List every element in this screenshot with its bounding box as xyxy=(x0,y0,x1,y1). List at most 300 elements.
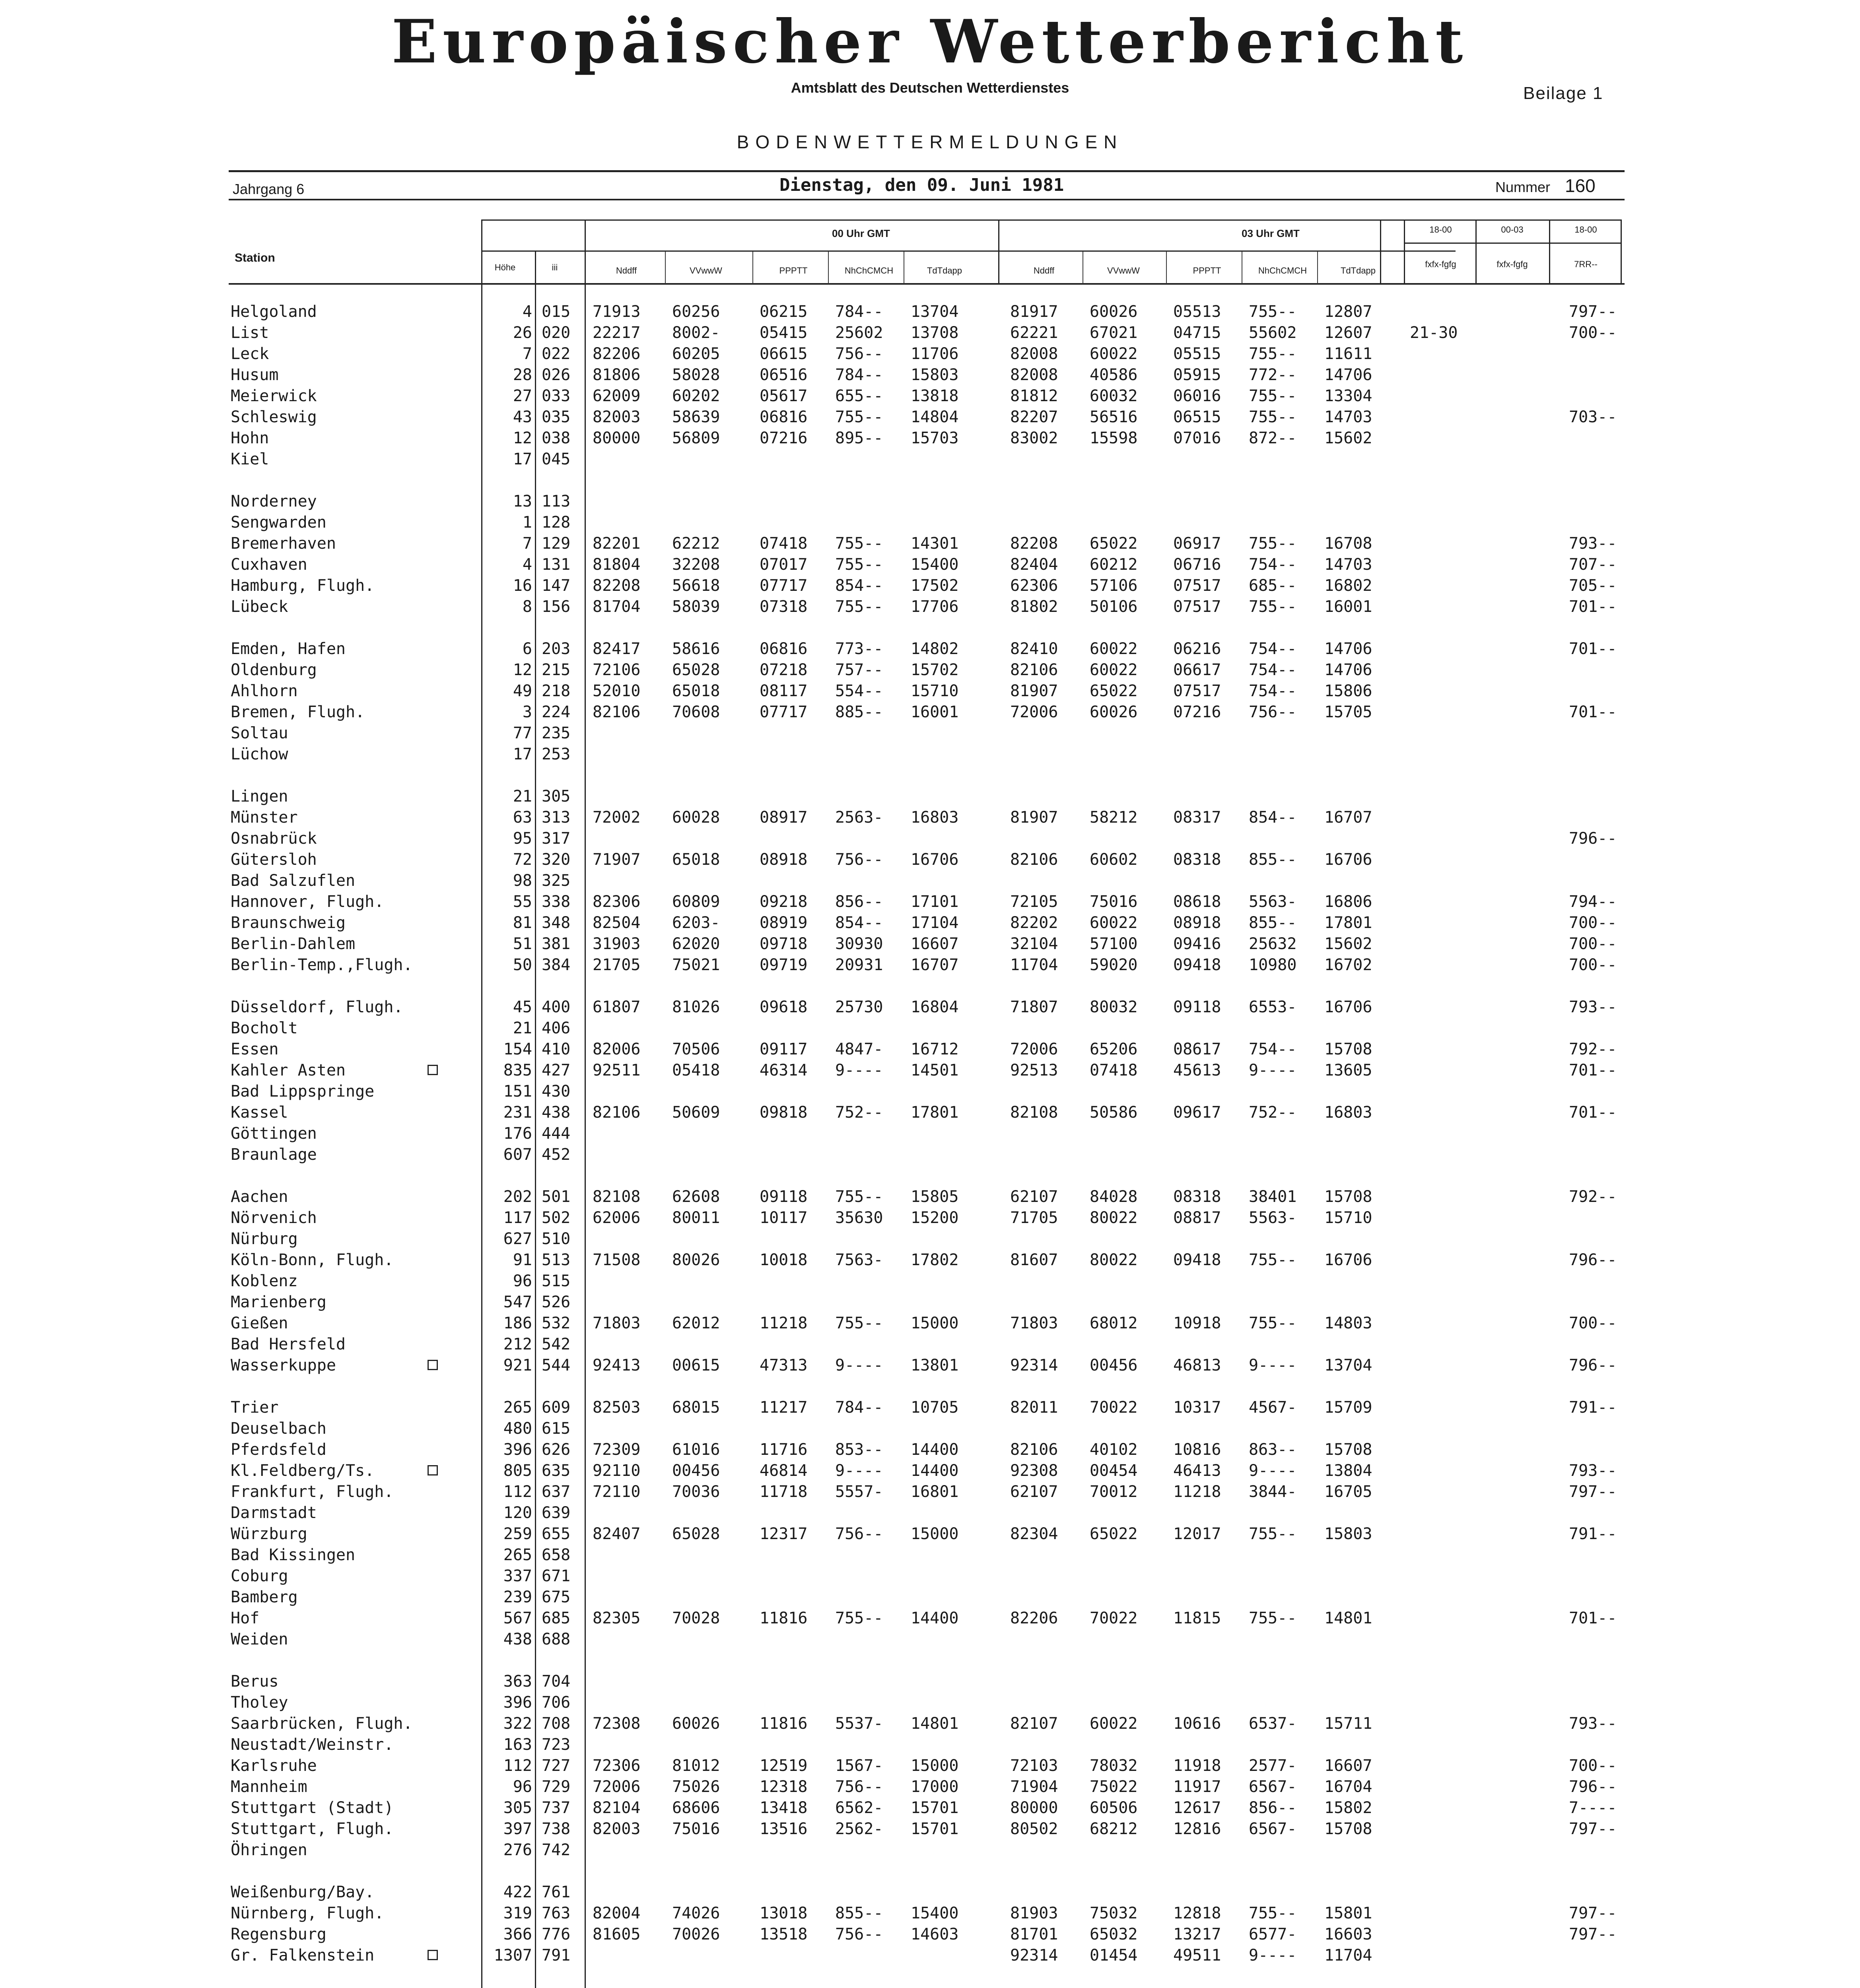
station-height: 4 xyxy=(522,555,532,574)
station-height: 7 xyxy=(522,345,532,363)
station-index: 501 xyxy=(542,1188,571,1206)
sub-header-03: NhChCMCH xyxy=(1258,266,1307,276)
extra-header-bottom: fxfx-fgfg xyxy=(1497,259,1528,269)
obs-00-value: 82504 xyxy=(593,914,641,932)
obs-00-value: 46314 xyxy=(760,1061,808,1079)
nummer-label: Nummer xyxy=(1495,179,1551,195)
station-name: Emden, Hafen xyxy=(231,640,346,658)
sub-header-03: PPPTT xyxy=(1193,266,1221,276)
obs-00-value: 13708 xyxy=(911,324,959,342)
obs-03-value: 80022 xyxy=(1090,1251,1138,1269)
obs-03-value: 82208 xyxy=(1010,534,1058,553)
obs-03-value: 6567- xyxy=(1249,1820,1297,1838)
obs-03-value: 92314 xyxy=(1010,1946,1058,1965)
sub-header-00: NhChCMCH xyxy=(844,266,894,276)
station-index: 224 xyxy=(542,703,571,721)
station-name: Stuttgart, Flugh. xyxy=(231,1820,394,1838)
obs-00-value: 22217 xyxy=(593,324,641,342)
obs-03-value: 60212 xyxy=(1090,555,1138,574)
station-height: 21 xyxy=(513,787,532,806)
obs-03-value: 40586 xyxy=(1090,366,1138,384)
obs-03-value: 11917 xyxy=(1173,1778,1221,1796)
obs-03-value: 10918 xyxy=(1173,1314,1221,1332)
obs-00-value: 07717 xyxy=(760,577,808,595)
obs-00-value: 71508 xyxy=(593,1251,641,1269)
station-index: 305 xyxy=(542,787,571,806)
sep-iii xyxy=(585,219,586,1988)
station-index: 203 xyxy=(542,640,571,658)
precip-group: 700-- xyxy=(1569,324,1617,342)
obs-03-value: 09418 xyxy=(1173,1251,1221,1269)
extra-header-top: 18-00 xyxy=(1429,225,1452,235)
obs-03-value: 08318 xyxy=(1173,850,1221,869)
station-index: 215 xyxy=(542,661,571,679)
obs-03-value: 50106 xyxy=(1090,598,1138,616)
station-name: Köln-Bonn, Flugh. xyxy=(231,1251,394,1269)
obs-00-value: 756-- xyxy=(835,1525,883,1543)
obs-00-value: 856-- xyxy=(835,893,883,911)
obs-00-value: 853-- xyxy=(835,1441,883,1459)
precip-group: 796-- xyxy=(1569,1251,1617,1269)
station-height: 259 xyxy=(503,1525,532,1543)
obs-00-value: 60205 xyxy=(672,345,720,363)
obs-00-value: 14804 xyxy=(911,408,959,426)
obs-00-value: 62012 xyxy=(672,1314,720,1332)
obs-00-value: 92511 xyxy=(593,1061,641,1079)
station-index: 235 xyxy=(542,724,571,742)
obs-03-value: 6553- xyxy=(1249,998,1297,1016)
obs-03-value: 9---- xyxy=(1249,1462,1297,1480)
precip-group: 701-- xyxy=(1569,1061,1617,1079)
precip-group: 700-- xyxy=(1569,956,1617,974)
obs-00-value: 13801 xyxy=(911,1356,959,1375)
mountain-station-icon xyxy=(428,1360,438,1370)
obs-03-value: 75022 xyxy=(1090,1778,1138,1796)
obs-00-value: 554-- xyxy=(835,682,883,700)
obs-03-value: 15803 xyxy=(1324,1525,1372,1543)
obs-00-value: 15400 xyxy=(911,1904,959,1922)
obs-03-value: 754-- xyxy=(1249,555,1297,574)
station-index: 706 xyxy=(542,1693,571,1712)
station-index: 675 xyxy=(542,1588,571,1606)
obs-00-value: 755-- xyxy=(835,555,883,574)
obs-03-value: 07517 xyxy=(1173,577,1221,595)
obs-03-value: 16001 xyxy=(1324,598,1372,616)
obs-00-value: 68606 xyxy=(672,1799,720,1817)
obs-00-value: 11706 xyxy=(911,345,959,363)
station-height: 154 xyxy=(503,1040,532,1058)
obs-00-value: 80011 xyxy=(672,1209,720,1227)
obs-03-value: 80000 xyxy=(1010,1799,1058,1817)
extra-mid-line xyxy=(1404,243,1621,244)
precip-group: 791-- xyxy=(1569,1525,1617,1543)
station-name: Saarbrücken, Flugh. xyxy=(231,1714,413,1733)
obs-00-value: 81605 xyxy=(593,1925,641,1943)
station-index: 015 xyxy=(542,303,571,321)
obs-03-value: 755-- xyxy=(1249,534,1297,553)
station-index: 544 xyxy=(542,1356,571,1375)
station-index: 320 xyxy=(542,850,571,869)
obs-00-value: 32208 xyxy=(672,555,720,574)
obs-03-value: 09418 xyxy=(1173,956,1221,974)
obs-00-value: 14400 xyxy=(911,1462,959,1480)
station-name: Norderney xyxy=(231,492,317,511)
obs-03-value: 09617 xyxy=(1173,1103,1221,1122)
obs-00-value: 07218 xyxy=(760,661,808,679)
obs-03-value: 11611 xyxy=(1324,345,1372,363)
obs-00-value: 00615 xyxy=(672,1356,720,1375)
obs-03-value: 82008 xyxy=(1010,366,1058,384)
station-index: 045 xyxy=(542,450,571,468)
obs-03-value: 15802 xyxy=(1324,1799,1372,1817)
group-00-header: 00 Uhr GMT xyxy=(832,227,890,239)
station-name: Hohn xyxy=(231,429,269,447)
obs-03-value: 9---- xyxy=(1249,1356,1297,1375)
obs-03-value: 15711 xyxy=(1324,1714,1372,1733)
obs-00-value: 65018 xyxy=(672,682,720,700)
obs-00-value: 58616 xyxy=(672,640,720,658)
obs-03-value: 06917 xyxy=(1173,534,1221,553)
obs-03-value: 4567- xyxy=(1249,1398,1297,1417)
obs-03-value: 10317 xyxy=(1173,1398,1221,1417)
station-height: 1307 xyxy=(494,1946,532,1965)
obs-03-value: 09118 xyxy=(1173,998,1221,1016)
obs-03-value: 65022 xyxy=(1090,534,1138,553)
obs-03-value: 685-- xyxy=(1249,577,1297,595)
obs-00-value: 13704 xyxy=(911,303,959,321)
obs-03-value: 25632 xyxy=(1249,935,1297,953)
obs-00-value: 75026 xyxy=(672,1778,720,1796)
obs-03-value: 16806 xyxy=(1324,893,1372,911)
obs-00-value: 655-- xyxy=(835,387,883,405)
sep-groups xyxy=(998,219,999,284)
obs-00-value: 58639 xyxy=(672,408,720,426)
extra-header-bottom: fxfx-fgfg xyxy=(1425,259,1456,269)
obs-00-value: 82417 xyxy=(593,640,641,658)
obs-03-value: 16603 xyxy=(1324,1925,1372,1943)
obs-03-value: 60602 xyxy=(1090,850,1138,869)
obs-00-value: 11816 xyxy=(760,1609,808,1627)
station-height: 21 xyxy=(513,1019,532,1037)
obs-00-value: 14301 xyxy=(911,534,959,553)
header-rule-top xyxy=(229,170,1625,172)
station-height: 4 xyxy=(522,303,532,321)
station-name: Cuxhaven xyxy=(231,555,307,574)
station-height: 96 xyxy=(513,1778,532,1796)
issue-number: 160 xyxy=(1565,175,1596,196)
sub-header-00: VVwwW xyxy=(690,266,722,276)
obs-00-value: 80000 xyxy=(593,429,641,447)
obs-00-value: 72308 xyxy=(593,1714,641,1733)
obs-03-value: 46413 xyxy=(1173,1462,1221,1480)
obs-03-value: 754-- xyxy=(1249,661,1297,679)
gust-18-00: 21-30 xyxy=(1410,324,1458,342)
sub-column-divider xyxy=(752,251,753,284)
station-name: Coburg xyxy=(231,1567,288,1585)
obs-00-value: 82306 xyxy=(593,893,641,911)
obs-03-value: 11918 xyxy=(1173,1757,1221,1775)
station-name: Karlsruhe xyxy=(231,1757,317,1775)
obs-00-value: 16712 xyxy=(911,1040,959,1058)
obs-03-value: 16802 xyxy=(1324,577,1372,595)
obs-00-value: 72110 xyxy=(593,1483,641,1501)
station-index: 020 xyxy=(542,324,571,342)
obs-00-value: 755-- xyxy=(835,1609,883,1627)
station-height: 7 xyxy=(522,534,532,553)
station-height: 239 xyxy=(503,1588,532,1606)
obs-00-value: 72002 xyxy=(593,808,641,827)
obs-00-value: 895-- xyxy=(835,429,883,447)
obs-00-value: 09719 xyxy=(760,956,808,974)
obs-03-value: 80502 xyxy=(1010,1820,1058,1838)
obs-00-value: 11218 xyxy=(760,1314,808,1332)
obs-03-value: 81907 xyxy=(1010,682,1058,700)
obs-00-value: 60028 xyxy=(672,808,720,827)
obs-00-value: 14400 xyxy=(911,1441,959,1459)
station-height: 567 xyxy=(503,1609,532,1627)
station-height: 28 xyxy=(513,366,532,384)
obs-00-value: 13516 xyxy=(760,1820,808,1838)
station-name: Trier xyxy=(231,1398,279,1417)
obs-00-value: 70608 xyxy=(672,703,720,721)
obs-00-value: 755-- xyxy=(835,408,883,426)
station-index: 338 xyxy=(542,893,571,911)
station-height: 835 xyxy=(503,1061,532,1079)
obs-03-value: 82202 xyxy=(1010,914,1058,932)
station-height: 16 xyxy=(513,577,532,595)
sub-column-divider xyxy=(1166,251,1167,284)
station-height: 396 xyxy=(503,1441,532,1459)
obs-03-value: 16706 xyxy=(1324,1251,1372,1269)
station-index: 671 xyxy=(542,1567,571,1585)
station-index: 400 xyxy=(542,998,571,1016)
obs-03-value: 62221 xyxy=(1010,324,1058,342)
station-height: 13 xyxy=(513,492,532,511)
group-03-header: 03 Uhr GMT xyxy=(1242,227,1300,239)
obs-00-value: 15000 xyxy=(911,1757,959,1775)
station-height: 212 xyxy=(503,1335,532,1353)
obs-00-value: 784-- xyxy=(835,303,883,321)
obs-00-value: 82208 xyxy=(593,577,641,595)
station-height: 12 xyxy=(513,661,532,679)
precip-group: 797-- xyxy=(1569,1483,1617,1501)
obs-03-value: 60022 xyxy=(1090,661,1138,679)
obs-00-value: 13518 xyxy=(760,1925,808,1943)
station-name: Braunschweig xyxy=(231,914,346,932)
sep-extra4 xyxy=(1621,219,1622,284)
obs-00-value: 12317 xyxy=(760,1525,808,1543)
station-index: 655 xyxy=(542,1525,571,1543)
station-name: Kl.Feldberg/Ts. xyxy=(231,1462,375,1480)
sub-header-03: TdTdapp xyxy=(1340,266,1376,276)
station-height: 265 xyxy=(503,1546,532,1564)
obs-03-value: 82106 xyxy=(1010,1441,1058,1459)
sub-column-divider xyxy=(1317,251,1318,284)
obs-03-value: 755-- xyxy=(1249,1904,1297,1922)
obs-03-value: 08318 xyxy=(1173,1188,1221,1206)
station-index: 542 xyxy=(542,1335,571,1353)
obs-03-value: 755-- xyxy=(1249,345,1297,363)
obs-03-value: 38401 xyxy=(1249,1188,1297,1206)
obs-03-value: 72006 xyxy=(1010,703,1058,721)
precip-group: 793-- xyxy=(1569,1462,1617,1480)
obs-03-value: 82206 xyxy=(1010,1609,1058,1627)
station-height: 49 xyxy=(513,682,532,700)
obs-00-value: 784-- xyxy=(835,366,883,384)
obs-03-value: 12807 xyxy=(1324,303,1372,321)
obs-00-value: 15200 xyxy=(911,1209,959,1227)
obs-00-value: 20931 xyxy=(835,956,883,974)
station-height: 547 xyxy=(503,1293,532,1311)
precip-group: 7---- xyxy=(1569,1799,1617,1817)
station-name: Kahler Asten xyxy=(231,1061,346,1079)
obs-00-value: 15703 xyxy=(911,429,959,447)
station-height: 120 xyxy=(503,1504,532,1522)
obs-00-value: 80026 xyxy=(672,1251,720,1269)
obs-03-value: 13605 xyxy=(1324,1061,1372,1079)
station-name: Darmstadt xyxy=(231,1504,317,1522)
station-name: Öhringen xyxy=(231,1841,307,1859)
obs-03-value: 13304 xyxy=(1324,387,1372,405)
obs-00-value: 14603 xyxy=(911,1925,959,1943)
obs-00-value: 71913 xyxy=(593,303,641,321)
obs-03-value: 81907 xyxy=(1010,808,1058,827)
obs-00-value: 16801 xyxy=(911,1483,959,1501)
obs-03-value: 12617 xyxy=(1173,1799,1221,1817)
mountain-station-icon xyxy=(428,1950,438,1960)
obs-00-value: 08919 xyxy=(760,914,808,932)
obs-00-value: 16706 xyxy=(911,850,959,869)
obs-03-value: 04715 xyxy=(1173,324,1221,342)
obs-03-value: 32104 xyxy=(1010,935,1058,953)
obs-03-value: 58212 xyxy=(1090,808,1138,827)
obs-00-value: 05418 xyxy=(672,1061,720,1079)
obs-03-value: 16704 xyxy=(1324,1778,1372,1796)
station-name: Nürnberg, Flugh. xyxy=(231,1904,384,1922)
obs-03-value: 17801 xyxy=(1324,914,1372,932)
iii-header: iii xyxy=(552,262,558,272)
obs-00-value: 16607 xyxy=(911,935,959,953)
obs-03-value: 14803 xyxy=(1324,1314,1372,1332)
station-index: 708 xyxy=(542,1714,571,1733)
obs-00-value: 10705 xyxy=(911,1398,959,1417)
obs-00-value: 855-- xyxy=(835,1904,883,1922)
station-height: 186 xyxy=(503,1314,532,1332)
precip-group: 793-- xyxy=(1569,1714,1617,1733)
station-height: 276 xyxy=(503,1841,532,1859)
obs-00-value: 12519 xyxy=(760,1757,808,1775)
station-index: 026 xyxy=(542,366,571,384)
obs-00-value: 10117 xyxy=(760,1209,808,1227)
obs-00-value: 757-- xyxy=(835,661,883,679)
sub-header-00: PPPTT xyxy=(779,266,808,276)
obs-03-value: 65022 xyxy=(1090,682,1138,700)
station-index: 022 xyxy=(542,345,571,363)
obs-03-value: 754-- xyxy=(1249,1040,1297,1058)
sub-header-03: Nddff xyxy=(1033,266,1055,276)
station-index: 637 xyxy=(542,1483,571,1501)
obs-00-value: 09118 xyxy=(760,1188,808,1206)
obs-03-value: 754-- xyxy=(1249,640,1297,658)
obs-03-value: 00456 xyxy=(1090,1356,1138,1375)
mountain-station-icon xyxy=(428,1065,438,1075)
station-name: Deuselbach xyxy=(231,1419,327,1438)
obs-00-value: 09618 xyxy=(760,998,808,1016)
obs-00-value: 81806 xyxy=(593,366,641,384)
obs-00-value: 15000 xyxy=(911,1525,959,1543)
station-height: 322 xyxy=(503,1714,532,1733)
obs-00-value: 46814 xyxy=(760,1462,808,1480)
station-index: 737 xyxy=(542,1799,571,1817)
station-index: 348 xyxy=(542,914,571,932)
obs-03-value: 09416 xyxy=(1173,935,1221,953)
station-index: 704 xyxy=(542,1672,571,1691)
obs-03-value: 81607 xyxy=(1010,1251,1058,1269)
obs-00-value: 82407 xyxy=(593,1525,641,1543)
obs-03-value: 14706 xyxy=(1324,640,1372,658)
obs-03-value: 16706 xyxy=(1324,998,1372,1016)
station-height: 26 xyxy=(513,324,532,342)
station-name: Osnabrück xyxy=(231,829,317,848)
obs-03-value: 06016 xyxy=(1173,387,1221,405)
station-name: Regensburg xyxy=(231,1925,327,1943)
obs-00-value: 2562- xyxy=(835,1820,883,1838)
obs-03-value: 6577- xyxy=(1249,1925,1297,1943)
station-index: 033 xyxy=(542,387,571,405)
obs-00-value: 854-- xyxy=(835,577,883,595)
station-index: 317 xyxy=(542,829,571,848)
obs-00-value: 15000 xyxy=(911,1314,959,1332)
station-name: Leck xyxy=(231,345,269,363)
obs-03-value: 82106 xyxy=(1010,850,1058,869)
station-height: 12 xyxy=(513,429,532,447)
obs-03-value: 78032 xyxy=(1090,1757,1138,1775)
page-title: Europäischer Wetterbericht xyxy=(391,7,1469,77)
station-index: 147 xyxy=(542,577,571,595)
station-height: 50 xyxy=(513,956,532,974)
obs-00-value: 62608 xyxy=(672,1188,720,1206)
obs-00-value: 06816 xyxy=(760,408,808,426)
group-line xyxy=(481,250,1456,252)
obs-00-value: 5537- xyxy=(835,1714,883,1733)
obs-03-value: 755-- xyxy=(1249,387,1297,405)
station-index: 791 xyxy=(542,1946,571,1965)
station-index: 452 xyxy=(542,1145,571,1164)
station-height: 17 xyxy=(513,450,532,468)
obs-00-value: 81804 xyxy=(593,555,641,574)
obs-00-value: 15701 xyxy=(911,1820,959,1838)
obs-00-value: 14501 xyxy=(911,1061,959,1079)
precip-group: 792-- xyxy=(1569,1188,1617,1206)
precip-group: 700-- xyxy=(1569,1757,1617,1775)
obs-03-value: 06617 xyxy=(1173,661,1221,679)
obs-03-value: 872-- xyxy=(1249,429,1297,447)
station-index: 218 xyxy=(542,682,571,700)
obs-03-value: 08317 xyxy=(1173,808,1221,827)
station-name: Gr. Falkenstein xyxy=(231,1946,375,1965)
obs-03-value: 15708 xyxy=(1324,1820,1372,1838)
obs-00-value: 15803 xyxy=(911,366,959,384)
extra-header-bottom: 7RR-- xyxy=(1574,259,1598,269)
obs-03-value: 50586 xyxy=(1090,1103,1138,1122)
obs-00-value: 9---- xyxy=(835,1462,883,1480)
sub-header-03: VVwwW xyxy=(1107,266,1140,276)
station-index: 742 xyxy=(542,1841,571,1859)
station-name: Hof xyxy=(231,1609,260,1627)
obs-03-value: 60506 xyxy=(1090,1799,1138,1817)
station-name: Düsseldorf, Flugh. xyxy=(231,998,403,1016)
obs-00-value: 2563- xyxy=(835,808,883,827)
